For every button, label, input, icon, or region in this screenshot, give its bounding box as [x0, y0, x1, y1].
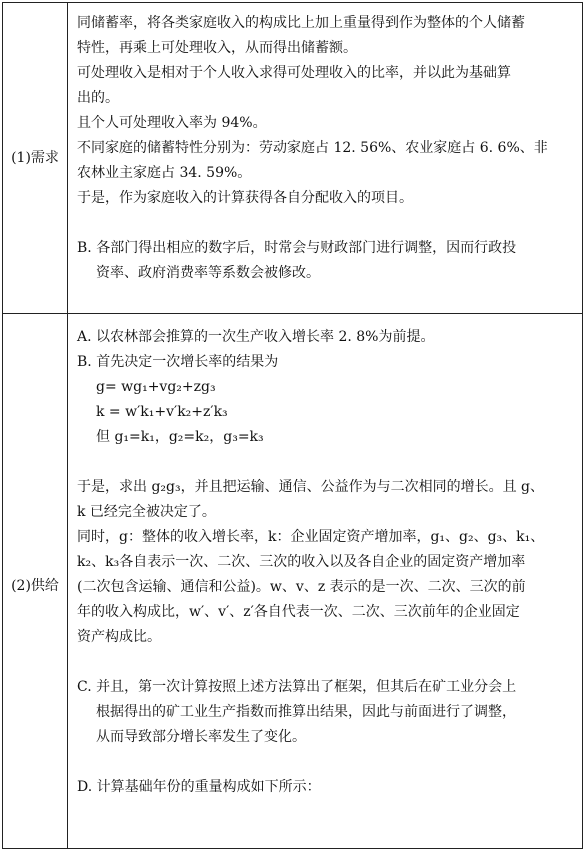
- section-label-demand: (1)需求: [11, 150, 59, 166]
- text-line: 且个人可处理收入率为 94%。: [77, 115, 267, 131]
- item-c-cont: 根据得出的矿工业生产指数而推算出结果，因此与前面进行了调整，: [96, 704, 516, 720]
- section-content-supply: [77, 325, 576, 800]
- item-c-cont: 从而导致部分增长率发生了变化。: [96, 729, 306, 745]
- item-a: A. 以农林部会推算的一次生产收入增长率 2. 8%为前提。: [77, 329, 435, 345]
- document-table: [2, 2, 583, 849]
- paragraph-line: k₂、k₃各自表示一次、二次、三次的收入以及各自企业的固定资产增加率: [77, 554, 526, 570]
- equation-g: g= wg₁+vg₂+zg₃: [96, 379, 216, 395]
- equation-k: k = w′k₁+v′k₂+z′k₃: [96, 404, 228, 420]
- row-divider: [3, 313, 582, 314]
- text-line: 特性，再乘上可处理收入，从而得出储蓄额。: [77, 40, 357, 56]
- text-line: 农林业主家庭占 34. 59%。: [77, 165, 252, 181]
- text-line: 同储蓄率，将各类家庭收入的构成比上加上重量得到作为整体的个人储蓄: [77, 15, 525, 31]
- section-label-supply: (2)供给: [11, 578, 59, 594]
- paragraph-line: k 已经完全被决定了。: [77, 504, 216, 520]
- item-c: C. 并且，第一次计算按照上述方法算出了框架，但其后在矿工业分会上: [77, 679, 517, 695]
- paragraph-line: (二次包含运输、通信和公益)。w、v、z 表示的是一次、二次、三次的前: [77, 579, 526, 595]
- text-line: 可处理收入是相对于个人收入求得可处理收入的比率，并以此为基础算: [77, 65, 511, 81]
- item-b: B. 各部门得出相应的数字后，时常会与财政部门进行调整，因而行政投: [77, 240, 517, 256]
- paragraph-line: 年的收入构成比，w′、v′、z′各自代表一次、二次、三次前年的企业固定: [77, 604, 520, 620]
- paragraph-line: 资产构成比。: [77, 629, 161, 645]
- paragraph-line: 于是，求出 g₂g₃，并且把运输、通信、公益作为与二次相同的增长。且 g、: [77, 479, 545, 495]
- paragraph-line: 同时，g：整体的收入增长率，k：企业固定资产增加率，g₁、g₂、g₃、k₁、: [77, 529, 545, 545]
- item-b: B. 首先决定一次增长率的结果为: [77, 354, 279, 370]
- column-divider: [67, 3, 68, 848]
- item-b-cont: 资率、政府消费率等系数会被修改。: [96, 265, 320, 281]
- section-content-demand: [77, 11, 576, 286]
- text-line: 于是，作为家庭收入的计算获得各自分配收入的项目。: [77, 190, 413, 206]
- text-line: 出的。: [77, 90, 119, 106]
- equation-condition: 但 g₁=k₁，g₂=k₂，g₃=k₃: [96, 429, 264, 445]
- text-line: 不同家庭的储蓄特性分别为：劳动家庭占 12. 56%、农业家庭占 6. 6%、非: [77, 140, 548, 156]
- item-d: D. 计算基础年份的重量构成如下所示：: [77, 779, 321, 795]
